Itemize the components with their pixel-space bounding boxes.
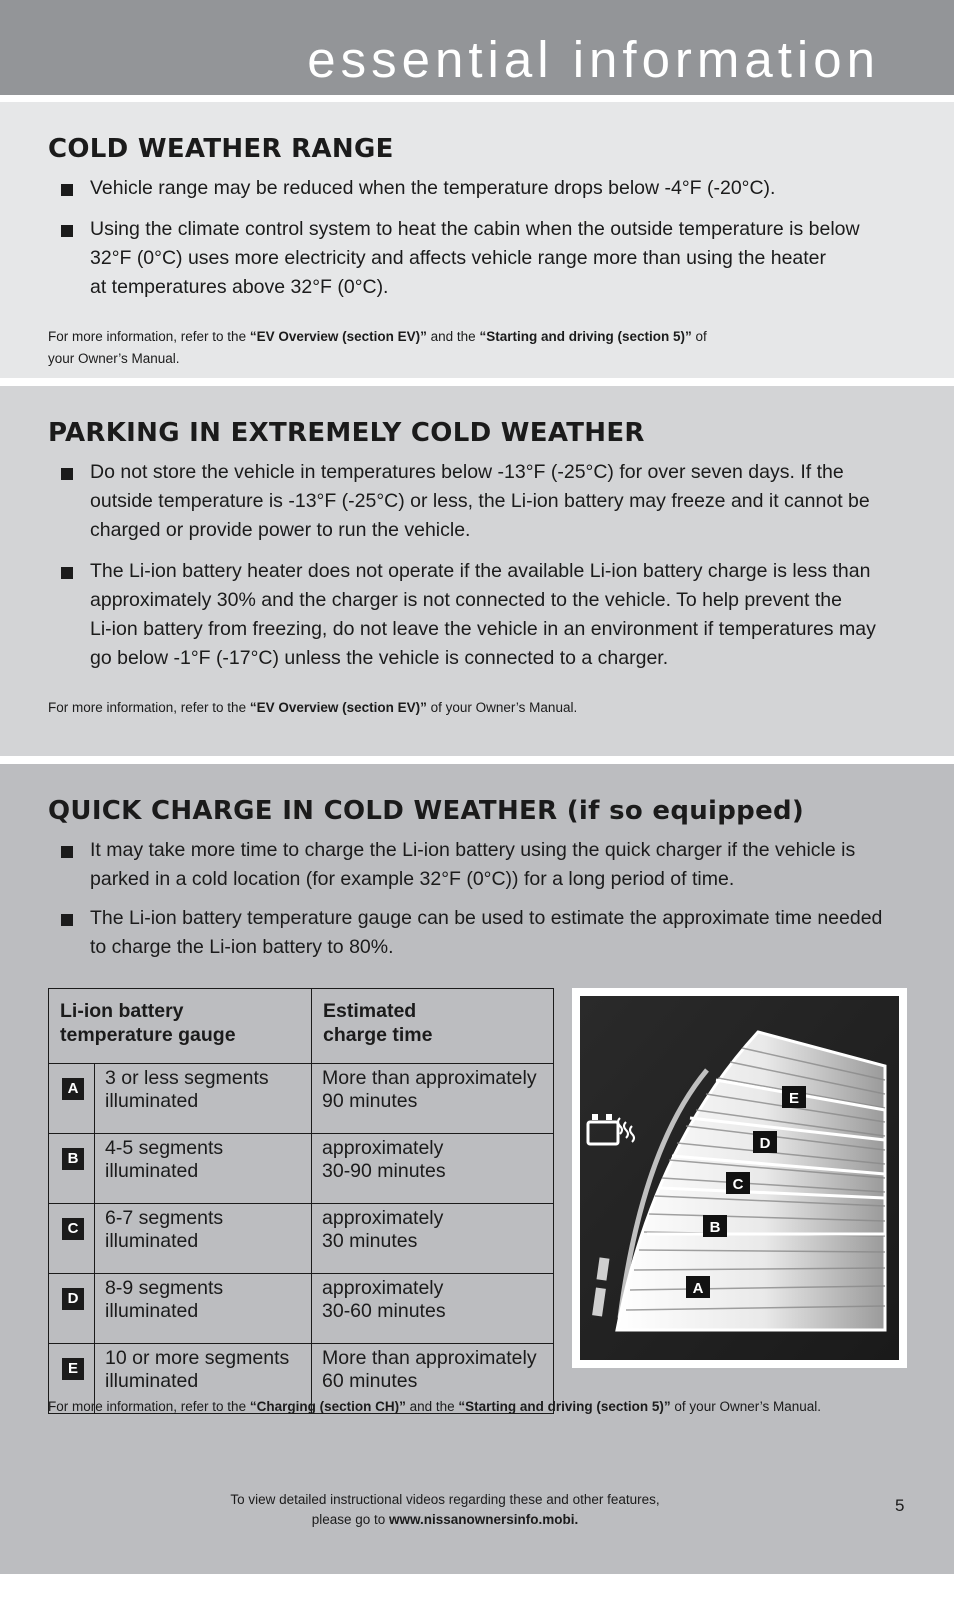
section-parking-cold (0, 386, 954, 756)
segments-cell: 6-7 segments illuminated (95, 1204, 312, 1274)
gauge-label-d (753, 1131, 777, 1153)
table-row (49, 1134, 554, 1204)
page-number: 5 (895, 1496, 905, 1515)
segments-cell: 10 or more segments illuminated (95, 1344, 312, 1414)
manual-reference: For more information, refer to the “Charging (section CH)” and the “Starting and driving (section 5)” of your Owner’s Manual. (48, 1399, 821, 1414)
letter-badge-a: A (62, 1078, 84, 1100)
table-header-charge-time: Estimated charge time (312, 989, 554, 1064)
manual-reference: For more information, refer to the “EV Overview (section EV)” of your Owner’s Manual. (48, 700, 578, 715)
svg-text:E: E (788, 1090, 800, 1107)
section-title: PARKING IN EXTREMELY COLD WEATHER (48, 418, 645, 448)
svg-text:B: B (709, 1219, 721, 1236)
charge-time-table (48, 988, 554, 1414)
section-title: COLD WEATHER RANGE (48, 134, 394, 164)
charge-time-cell: approximately 30 minutes (312, 1204, 554, 1274)
bullet-marker (61, 567, 73, 579)
svg-text:C: C (732, 1176, 744, 1193)
letter-badge-e: E (62, 1358, 84, 1380)
bullet-marker (61, 914, 73, 926)
charge-time-cell: approximately 30-60 minutes (312, 1274, 554, 1344)
section-title: QUICK CHARGE IN COLD WEATHER (if so equipped) (48, 796, 805, 826)
table-row (49, 1274, 554, 1344)
manual-reference: For more information, refer to the “EV Overview (section EV)” and the “Starting and driving (section 5)” of your Owner’s Manual. (48, 329, 707, 366)
footer-note: To view detailed instructional videos regarding these and other features, please go to www.nissanownersinfo.mobi. (230, 1492, 660, 1527)
gauge-label-b (703, 1215, 727, 1237)
letter-badge-c: C (62, 1218, 84, 1240)
segments-cell: 8-9 segments illuminated (95, 1274, 312, 1344)
header-bar (0, 0, 954, 95)
bullet-text: The Li-ion battery heater does not operate if the available Li-ion battery charge is less than approximately 30% and the charger is not connected to the vehicle. To help prevent the Li-ion battery from freezing, do not leave the vehicle in an environment if temperatures may go below -1°F (-17°C) unless the vehicle is connected to a charger. (90, 560, 876, 669)
bullet-marker (61, 225, 73, 237)
website-link[interactable]: www.nissanownersinfo.mobi. (389, 1512, 579, 1527)
battery-gauge-illustration (572, 988, 907, 1368)
bullet-text: Do not store the vehicle in temperatures below -13°F (-25°C) for over seven days. If the outside temperature is -13°F (-25°C) or less, the Li-ion battery may freeze and it cannot be charged or provide power to run the vehicle. (90, 461, 870, 541)
section-cold-weather-range (0, 102, 954, 378)
bullet-text: The Li-ion battery temperature gauge can be used to estimate the approximate time needed to charge the Li-ion battery to 80%. (90, 907, 883, 958)
bullet-marker (61, 846, 73, 858)
charge-time-cell: More than approximately 60 minutes (312, 1344, 554, 1414)
table-row (49, 1204, 554, 1274)
gauge-label-e (782, 1086, 806, 1108)
section-quick-charge (0, 764, 954, 1574)
segments-cell: 3 or less segments illuminated (95, 1064, 312, 1134)
table-header-gauge: Li-ion battery temperature gauge (49, 989, 312, 1064)
table-row (49, 1064, 554, 1134)
gauge-label-a (686, 1276, 710, 1298)
letter-badge-d: D (62, 1288, 84, 1310)
bullet-text: Vehicle range may be reduced when the temperature drops below -4°F (-20°C). (90, 177, 776, 199)
charge-time-cell: approximately 30-90 minutes (312, 1134, 554, 1204)
segments-cell: 4-5 segments illuminated (95, 1134, 312, 1204)
table-header-row (49, 989, 554, 1064)
svg-text:A: A (692, 1280, 704, 1297)
charge-time-cell: More than approximately 90 minutes (312, 1064, 554, 1134)
battery-gauge-photo (572, 988, 907, 1368)
bullet-text: Using the climate control system to heat the cabin when the outside temperature is below 32°F (0°C) uses more electricity and affects vehicle range more than using the heater at temperatures above 32°F (0°C). (90, 218, 860, 298)
letter-badge-b: B (62, 1148, 84, 1170)
gauge-label-c (726, 1172, 750, 1194)
bullet-marker (61, 184, 73, 196)
page-header-title: essential information (307, 31, 880, 88)
bullet-text: It may take more time to charge the Li-ion battery using the quick charger if the vehicle is parked in a cold location (for example 32°F (0°C)) for a long period of time. (90, 839, 856, 890)
bullet-marker (61, 468, 73, 480)
svg-text:D: D (759, 1135, 771, 1152)
